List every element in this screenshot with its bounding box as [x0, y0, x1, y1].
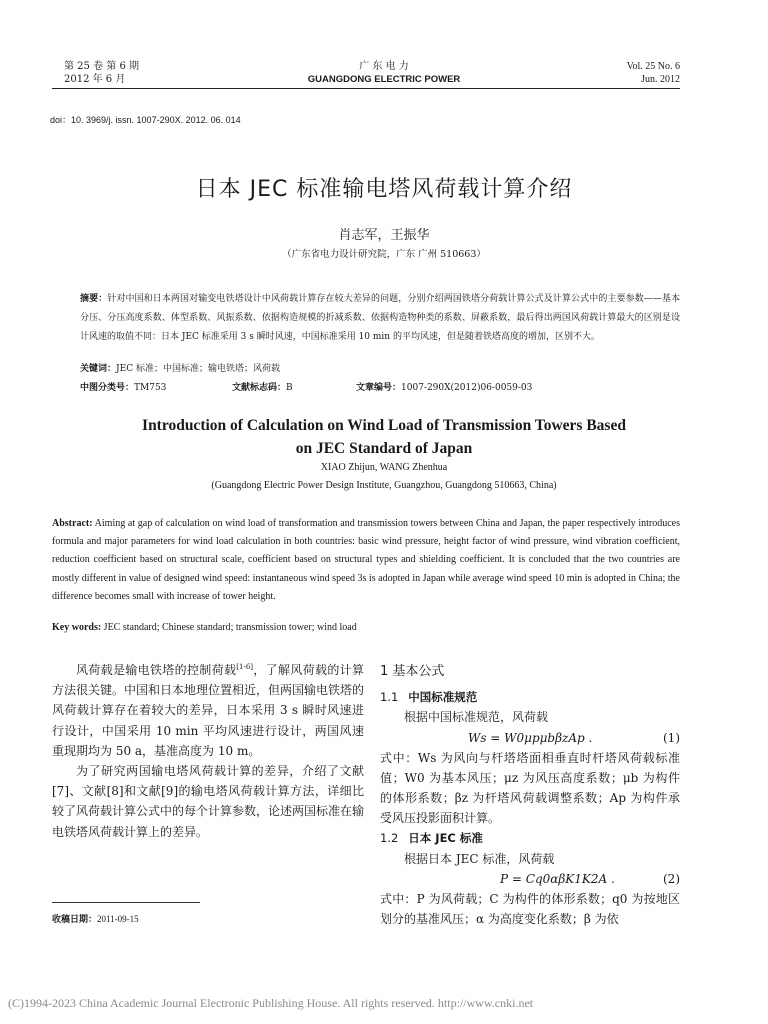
journal-name-cn: 广 东 电 力 [359, 61, 409, 72]
equation-1-definitions: 式中：Ws 为风向与杆塔塔面相垂直时杆塔风荷载标准值；W0 为基本风压；μz 为风压高度系数；μb 为构件的体形系数；βz 为杆塔风荷载调整系数；Ap 为构件承受风压投影面积计算。 [380, 750, 680, 826]
subsection-1-1-title: 中国标准规范 [408, 690, 478, 705]
formula-intro-jec: 根据日本 JEC 标准，风荷载 [404, 851, 555, 866]
affiliation-en: (Guangdong Electric Power Design Institute, Guangzhou, Guangdong 510663, China) [211, 480, 557, 491]
abstract-en-label: Abstract: [52, 518, 93, 529]
title-en-line1: Introduction of Calculation on Wind Load of Transmission Towers Based [142, 417, 626, 434]
issue-volume-cn: 第 25 卷 第 6 期 [64, 61, 139, 72]
equation-2-number: (2) [663, 871, 680, 886]
received-date [52, 912, 139, 925]
intro-p1-text-a: 风荷载是输电铁塔的控制荷载 [76, 663, 237, 677]
keywords-en-text: JEC standard; Chinese standard; transmission tower; wind load [101, 622, 357, 633]
abstract-cn-label: 摘要： [80, 294, 108, 304]
received-value: 2011-09-15 [97, 914, 139, 924]
subsection-1-1-number: 1.1 [380, 690, 399, 705]
journal-issue-cn [64, 60, 139, 86]
article-number-value: 1007-290X(2012)06-0059-03 [401, 383, 533, 393]
abstract-en-text: Aiming at gap of calculation on wind load of transformation and transmission towers between China and Japan, the paper respectively introduces formula and major parameters for wind load calculation in both countries: basic wind pressure, height factor of wind pressure, wind vibration coefficient, reduction coefficient based on structural scale, coefficient based on structural types and shielding coefficient. It is concluded that the two countries are mostly different in value of designed wind speed: instantaneous wind speed 3s is adopted in Japan while average wind speed 10 min is adopted in China; the difference becomes small with increase of tower height. [52, 518, 680, 602]
equation-2 [380, 869, 680, 889]
subsection-heading-1-2 [380, 828, 680, 848]
abstract-cn [80, 290, 680, 347]
keywords-cn-label: 关键词： [80, 364, 117, 374]
formula-intro-cn: 根据中国标准规范，风荷载 [404, 710, 549, 725]
equation-1-number: (1) [663, 730, 680, 745]
body-right-column [380, 662, 680, 929]
subsection-1-2-number: 1.2 [380, 831, 399, 846]
authors-cn: 肖志军，王振华 [338, 228, 430, 243]
journal-name [234, 60, 534, 86]
issue-date-cn: 2012 年 6 月 [64, 74, 126, 85]
journal-name-en: GUANGDONG ELECTRIC POWER [307, 74, 461, 85]
journal-issue-en [627, 60, 680, 86]
intro-paragraph-2: 为了研究两国输电塔风荷载计算的差异，介绍了文献[7]、文献[8]和文献[9]的输电塔风荷载计算方法，详细比较了风荷载计算公式中的每个计算参数，论述两国标准在输电铁塔风荷载计算上的差异。 [52, 764, 365, 839]
article-number-label: 文章编号： [356, 383, 402, 393]
affiliation-cn: （广东省电力设计研究院，广东 广州 510663） [282, 249, 486, 260]
body-left-column [52, 657, 364, 842]
equation-1 [380, 728, 680, 748]
keywords-cn-text: JEC 标准；中国标准；输电铁塔；风荷载 [116, 364, 280, 374]
keywords-en-label: Key words: [52, 622, 102, 633]
issue-date-en: Jun. 2012 [641, 74, 680, 85]
intro-p1-citation: [1-6] [236, 663, 254, 671]
clc-number [80, 380, 166, 393]
subsection-heading-1-1 [380, 687, 680, 707]
equation-2-expression: P = Cq0αβK1K2A . [500, 871, 615, 886]
intro-p1-text-b: ，了解风荷载的计算方法很关键。中国和日本地理位置相近，但两国输电铁塔的风荷载计算存在着较大的差异，日本采用 3 s 瞬时风速进行设计，中国采用 10 min 平均风速进行设计，两国风速重现期均为 50 a，基准高度为 10 m。 [52, 663, 365, 758]
title-en [60, 414, 708, 460]
received-label: 收稿日期： [52, 915, 98, 925]
subsection-1-2-title: 日本 JEC 标准 [408, 831, 483, 846]
section-heading-1: 1 基本公式 [380, 664, 445, 679]
abstract-en [52, 515, 680, 606]
issue-volume-en: Vol. 25 No. 6 [626, 61, 680, 72]
keywords-en [52, 622, 357, 633]
keywords-cn [80, 361, 280, 374]
footnote-rule [52, 902, 200, 903]
equation-1-expression: Ws = W0μpμbβzAp . [468, 730, 593, 745]
doc-code-label: 文献标志码： [232, 383, 287, 393]
authors-en: XIAO Zhijun, WANG Zhenhua [320, 462, 448, 473]
document-code [232, 380, 293, 393]
header-rule [52, 88, 680, 89]
doc-code-value: B [286, 383, 293, 393]
copyright-footer: (C)1994-2023 China Academic Journal Electronic Publishing House. All rights reserved. http://www.cnki.net [8, 996, 534, 1010]
intro-paragraph-1 [52, 657, 364, 761]
doi: doi：10. 3969/j. issn. 1007-290X. 2012. 06. 014 [50, 115, 241, 125]
clc-value: TM753 [134, 383, 167, 393]
title-cn: 日本 JEC 标准输电塔风荷载计算介绍 [195, 177, 573, 202]
abstract-cn-text: 针对中国和日本两国对输变电铁塔设计中风荷载计算存在较大差异的问题，分别介绍两国铁塔分荷载计算公式及计算公式中的主要参数——基本分压、分压高度系数、体型系数、风振系数、依据构造规模的折减系数、依据构造物种类的系数、屏蔽系数，最后得出两国风荷载计算最大的区别是设计风速的取值不同：日本 JEC 标准采用 3 s 瞬时风速，中国标准采用 10 min 的平均风速，但是随着铁塔高度的增加，区别不大。 [80, 294, 680, 342]
equation-2-definitions: 式中：P 为风荷载；C 为构件的体形系数；q0 为按地区划分的基准风压；α 为高度变化系数；β 为依 [380, 891, 680, 927]
title-en-line2: on JEC Standard of Japan [295, 440, 473, 457]
article-number [356, 380, 532, 393]
clc-label: 中图分类号： [80, 383, 135, 393]
